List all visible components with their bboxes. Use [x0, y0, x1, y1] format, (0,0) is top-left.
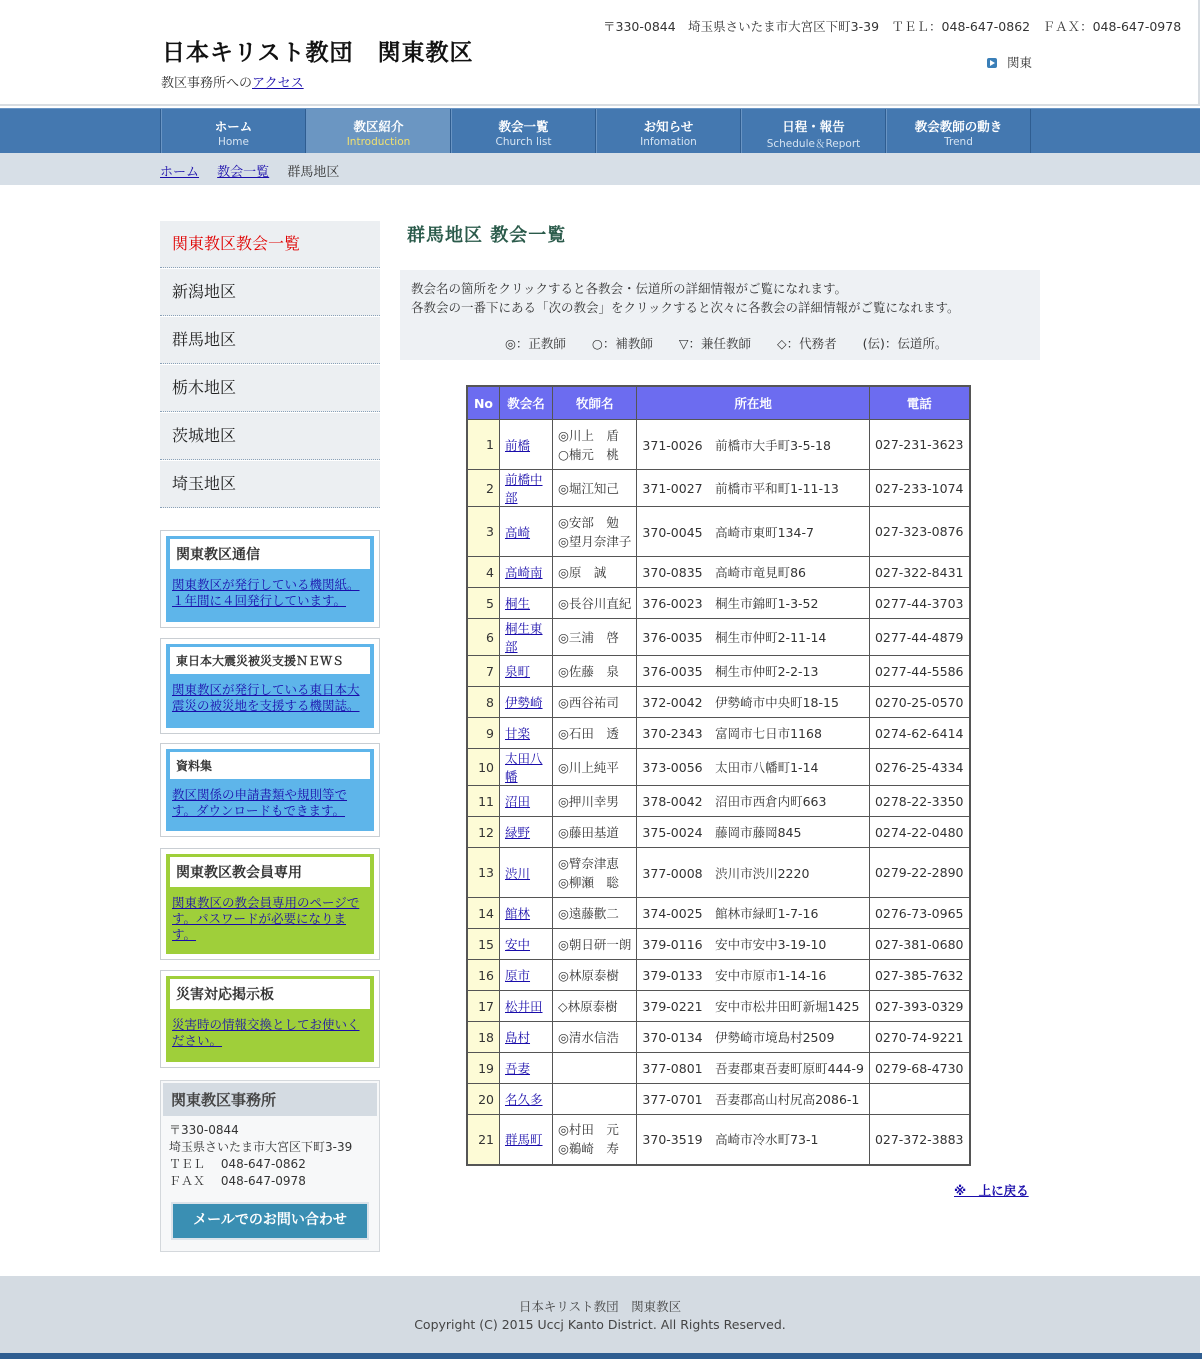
table-row: [467, 1115, 970, 1165]
region-label: 関東: [1007, 55, 1033, 70]
row-number: 19: [467, 1053, 500, 1084]
header-contact: 〒330-0844 埼玉県さいたま市大宮区下町3-39 ＴＥＬ：048-647-0862 ＦＡＸ：048-647-0978: [603, 19, 1182, 34]
office-title: 関東教区事務所: [163, 1083, 377, 1116]
church-tel: 0276-73-0965: [869, 898, 969, 929]
sidebar-item[interactable]: 埼玉地区: [160, 461, 380, 508]
pastor-name: ◎林原泰樹: [558, 967, 619, 983]
column-header-pastor: 牧師名: [553, 386, 637, 420]
pastor-name: ◇林原泰樹: [558, 998, 618, 1014]
breadcrumb-church-list[interactable]: 教会一覧: [217, 165, 270, 180]
shiryo-link[interactable]: 教区関係の申請書類や規則等です。ダウンロードもできます。: [172, 787, 348, 818]
nav-sublabel: Trend: [944, 136, 973, 148]
shinsai-box[interactable]: [160, 638, 380, 734]
church-link[interactable]: 松井田: [505, 999, 543, 1014]
table-row: [467, 960, 970, 991]
intro-text-2: 各教会の一番下にある「次の教会」をクリックすると次々に各教会の詳細情報がご覧になれます。: [411, 300, 960, 315]
office-address: 埼玉県さいたま市大宮区下町3-39: [169, 1140, 353, 1154]
church-tel: [869, 1084, 969, 1115]
church-link[interactable]: 島村: [505, 1030, 531, 1045]
legend-item: (伝)：伝道所。: [862, 336, 948, 351]
church-address: 377-0801 吾妻郡東吾妻町原町444-9: [637, 1053, 870, 1084]
pastor-name: ◎原 誠: [558, 564, 607, 580]
church-link[interactable]: 桐生: [505, 596, 531, 611]
table-row: [467, 848, 970, 898]
church-link[interactable]: 前橋中部: [505, 472, 543, 505]
table-row: [467, 1053, 970, 1084]
nav-sublabel: Schedule＆Report: [766, 138, 861, 150]
breadcrumb: [0, 153, 1200, 185]
church-tel: 0277-44-5586: [869, 656, 969, 687]
row-number: 10: [467, 749, 500, 786]
table-row: [467, 687, 970, 718]
table-row: [467, 718, 970, 749]
church-link[interactable]: 高崎: [505, 524, 531, 540]
pastor-name: ◎長谷川直紀: [558, 595, 632, 611]
footer: [0, 1276, 1200, 1353]
church-link[interactable]: 安中: [505, 937, 531, 952]
church-link[interactable]: 桐生東部: [505, 621, 543, 654]
row-number: 13: [467, 848, 500, 898]
nav-sublabel: Infomation: [640, 136, 697, 148]
church-address: 371-0027 前橋市平和町1-11-13: [637, 470, 870, 507]
table-row: [467, 656, 970, 687]
nav-item-schedule-report[interactable]: [741, 109, 886, 153]
row-number: 17: [467, 991, 500, 1022]
church-tel: 0270-25-0570: [869, 687, 969, 718]
church-tel: 027-233-1074: [869, 470, 969, 507]
nav-label: お知らせ: [643, 119, 694, 134]
church-tel: 0279-22-2890: [869, 848, 969, 898]
office-fax: ＦＡＸ 048-647-0978: [169, 1174, 306, 1188]
pastor-name: ◎佐藤 泉: [558, 663, 619, 679]
arrow-right-icon: [987, 58, 997, 68]
church-tel: 0274-62-6414: [869, 718, 969, 749]
nav-label: 教会教師の動き: [914, 119, 1003, 134]
table-row: [467, 1022, 970, 1053]
pastor-name: ◎川上 盾: [558, 427, 619, 443]
church-address: 370-0835 高崎市竜見町86: [637, 557, 870, 588]
pastor-name: ◎柳瀬 聡: [558, 874, 619, 890]
table-row: [467, 991, 970, 1022]
table-row: [467, 929, 970, 960]
column-header-no: No: [467, 386, 500, 420]
sidebar-nav: [160, 221, 380, 509]
church-address: 370-0045 高崎市東町134-7: [637, 507, 870, 557]
church-table: [466, 385, 971, 1166]
row-number: 4: [467, 557, 500, 588]
row-number: 2: [467, 470, 500, 507]
pastor-name: ◎清水信浩: [558, 1029, 619, 1045]
page-title: 群馬地区 教会一覧: [407, 225, 567, 246]
legend-item: ◎：正教師: [505, 336, 566, 351]
church-address: 375-0024 藤岡市藤岡845: [637, 817, 870, 848]
table-row: [467, 420, 970, 470]
church-address: 371-0026 前橋市大手町3-5-18: [637, 420, 870, 470]
church-tel: 0277-44-4879: [869, 619, 969, 656]
church-address: 372-0042 伊勢崎市中央町18-15: [637, 687, 870, 718]
nav-label: ホーム: [214, 119, 253, 134]
legend-item: ◇：代務者: [776, 336, 837, 351]
row-number: 16: [467, 960, 500, 991]
pastor-name: ○楠元 桃: [558, 446, 619, 462]
church-link[interactable]: 高崎南: [505, 565, 543, 580]
row-number: 18: [467, 1022, 500, 1053]
church-link[interactable]: 原市: [505, 968, 531, 983]
table-row: [467, 749, 970, 786]
pastor-name: ◎川上純平: [558, 759, 619, 775]
legend-item: ○：補教師: [591, 336, 653, 351]
table-row: [467, 470, 970, 507]
disaster-box[interactable]: [160, 970, 380, 1068]
row-number: 9: [467, 718, 500, 749]
row-number: 11: [467, 786, 500, 817]
row-number: 7: [467, 656, 500, 687]
pastor-name: ◎三浦 啓: [558, 629, 619, 645]
column-header-address: 所在地: [637, 386, 870, 420]
church-address: 374-0025 館林市緑町1-7-16: [637, 898, 870, 929]
church-tel: 0278-22-3350: [869, 786, 969, 817]
tsushin-box[interactable]: [160, 530, 380, 628]
legend: [505, 334, 973, 352]
table-row: [467, 1084, 970, 1115]
row-number: 21: [467, 1115, 500, 1165]
church-link[interactable]: 館林: [505, 906, 531, 921]
nav-label: 教区紹介: [353, 119, 404, 134]
row-number: 3: [467, 507, 500, 557]
sidebar-item[interactable]: 茨城地区: [160, 413, 380, 460]
tsushin-title: 関東教区通信: [170, 539, 370, 569]
shiryo-title: 資料集: [170, 752, 370, 779]
row-number: 15: [467, 929, 500, 960]
nav-label: 日程・報告: [782, 119, 845, 134]
office-tel: ＴＥＬ 048-647-0862: [169, 1157, 306, 1171]
church-address: 376-0035 桐生市仲町2-2-13: [637, 656, 870, 687]
pastor-name: ◎安部 勉: [558, 514, 619, 530]
nav-sublabel: Home: [217, 136, 249, 148]
church-address: 370-3519 高崎市冷水町73-1: [637, 1115, 870, 1165]
pastor-name: ◎望月奈津子: [558, 533, 632, 549]
disaster-link[interactable]: 災害時の情報交換としてお使いください。: [172, 1017, 360, 1048]
nav-item-church-list[interactable]: [451, 109, 596, 153]
sidebar-item[interactable]: 群馬地区: [160, 317, 380, 364]
church-link[interactable]: 渋川: [505, 865, 531, 881]
sidebar-item[interactable]: 新潟地区: [160, 269, 380, 316]
row-number: 1: [467, 420, 500, 470]
member-link[interactable]: 関東教区の教会員専用のページです。パスワードが必要になります。: [172, 895, 360, 942]
church-link[interactable]: 沼田: [505, 794, 531, 809]
office-zip: 〒330-0844: [169, 1123, 239, 1137]
church-link[interactable]: 伊勢崎: [505, 695, 543, 710]
table-row: [467, 786, 970, 817]
church-link[interactable]: 前橋: [505, 437, 531, 453]
member-box[interactable]: [160, 848, 380, 960]
church-link[interactable]: 甘楽: [505, 726, 531, 741]
nav-item-home[interactable]: [161, 109, 306, 153]
nav-sublabel: Church list: [495, 136, 552, 148]
church-address: 378-0042 沼田市西倉内町663: [637, 786, 870, 817]
site-header: [0, 0, 1200, 106]
church-address: 373-0056 太田市八幡町1-14: [637, 749, 870, 786]
region-link[interactable]: [987, 53, 1032, 71]
church-tel: 0276-25-4334: [869, 749, 969, 786]
shinsai-link[interactable]: 関東教区が発行している東日本大震災の被災地を支援する機関誌。: [172, 682, 360, 713]
nav-sublabel: Introduction: [346, 136, 411, 148]
pastor-name: ◎遠藤歡二: [558, 905, 619, 921]
table-row: [467, 507, 970, 557]
table-row: [467, 817, 970, 848]
footer-name: 日本キリスト教団 関東教区: [518, 1299, 682, 1314]
row-number: 6: [467, 619, 500, 656]
breadcrumb-current: 群馬地区: [287, 165, 340, 180]
site-title[interactable]: 日本キリスト教団 関東教区: [162, 40, 474, 66]
disaster-title: 災害対応掲示板: [170, 979, 370, 1009]
table-row: [467, 898, 970, 929]
member-title: 関東教区教会員専用: [170, 857, 370, 887]
church-tel: 027-322-8431: [869, 557, 969, 588]
sidebar-item[interactable]: 栃木地区: [160, 365, 380, 412]
church-tel: 027-381-0680: [869, 929, 969, 960]
office-access-prefix: 教区事務所への: [161, 76, 253, 91]
church-link[interactable]: 吾妻: [505, 1061, 531, 1076]
church-link[interactable]: 緑野: [505, 825, 531, 840]
office-access: [161, 72, 304, 91]
office-box: [160, 1080, 380, 1252]
global-nav: [0, 108, 1200, 154]
shinsai-title: 東日本大震災被災支援ＮＥＷＳ: [170, 647, 370, 674]
church-link[interactable]: 名久多: [505, 1092, 543, 1107]
nav-label: 教会一覧: [498, 119, 549, 134]
church-tel: 027-231-3623: [869, 420, 969, 470]
access-link[interactable]: アクセス: [252, 76, 304, 91]
church-tel: 0274-22-0480: [869, 817, 969, 848]
church-address: 377-0008 渋川市渋川2220: [637, 848, 870, 898]
church-address: 370-0134 伊勢崎市境島村2509: [637, 1022, 870, 1053]
column-header-name: 教会名: [500, 386, 553, 420]
row-number: 12: [467, 817, 500, 848]
church-link[interactable]: 群馬町: [505, 1132, 543, 1148]
pastor-name: ◎石田 透: [558, 725, 619, 741]
row-number: 14: [467, 898, 500, 929]
intro-box: [400, 270, 1040, 360]
nav-item-trend[interactable]: [886, 109, 1031, 153]
legend-item: ▽：兼任教師: [678, 336, 751, 351]
church-address: 370-2343 富岡市七日市1168: [637, 718, 870, 749]
church-address: 377-0701 吾妻郡高山村尻高2086-1: [637, 1084, 870, 1115]
row-number: 20: [467, 1084, 500, 1115]
pastor-name: ◎村田 元: [558, 1122, 619, 1138]
church-tel: 027-372-3883: [869, 1115, 969, 1165]
pastor-name: ◎臂奈津恵: [558, 855, 619, 871]
church-address: 379-0221 安中市松井田町新堀1425: [637, 991, 870, 1022]
church-tel: 027-323-0876: [869, 507, 969, 557]
column-header-tel: 電話: [869, 386, 969, 420]
church-tel: 0279-68-4730: [869, 1053, 969, 1084]
church-tel: 027-385-7632: [869, 960, 969, 991]
pastor-name: ◎堀江知己: [558, 480, 619, 496]
pastor-name: ◎朝日研一朗: [558, 936, 632, 952]
table-row: [467, 588, 970, 619]
copyright: Copyright (C) 2015 Uccj Kanto District. All Rights Reserved.: [414, 1317, 786, 1332]
breadcrumb-home[interactable]: ホーム: [160, 165, 200, 180]
pastor-name: ◎藤田基道: [558, 824, 619, 840]
church-address: 379-0116 安中市安中3-19-10: [637, 929, 870, 960]
church-link[interactable]: 太田八幡: [505, 751, 543, 784]
table-row: [467, 619, 970, 656]
church-link[interactable]: 泉町: [505, 664, 531, 679]
tsushin-link[interactable]: 関東教区が発行している機関紙。１年間に４回発行しています。: [172, 577, 360, 608]
sidebar-item[interactable]: 関東教区教会一覧: [160, 221, 380, 268]
church-tel: 0277-44-3703: [869, 588, 969, 619]
shiryo-box[interactable]: [160, 743, 380, 837]
church-tel: 0270-74-9221: [869, 1022, 969, 1053]
nav-item-introduction[interactable]: [306, 109, 451, 153]
table-row: [467, 557, 970, 588]
church-tel: 027-393-0329: [869, 991, 969, 1022]
pastor-name: ◎西谷祐司: [558, 694, 619, 710]
row-number: 8: [467, 687, 500, 718]
church-address: 376-0023 桐生市錦町1-3-52: [637, 588, 870, 619]
church-address: 376-0035 桐生市仲町2-11-14: [637, 619, 870, 656]
footer-bar: [0, 1353, 1202, 1359]
mail-contact-button[interactable]: メールでのお問い合わせ: [171, 1202, 369, 1240]
back-to-top-link[interactable]: ※ 上に戻る: [954, 1183, 1029, 1198]
row-number: 5: [467, 588, 500, 619]
church-address: 379-0133 安中市原市1-14-16: [637, 960, 870, 991]
pastor-name: ◎鵜崎 寿: [558, 1141, 619, 1157]
intro-text-1: 教会名の箇所をクリックすると各教会・伝道所の詳細情報がご覧になれます。: [411, 281, 848, 296]
pastor-name: ◎押川幸男: [558, 793, 619, 809]
nav-item-infomation[interactable]: [596, 109, 741, 153]
